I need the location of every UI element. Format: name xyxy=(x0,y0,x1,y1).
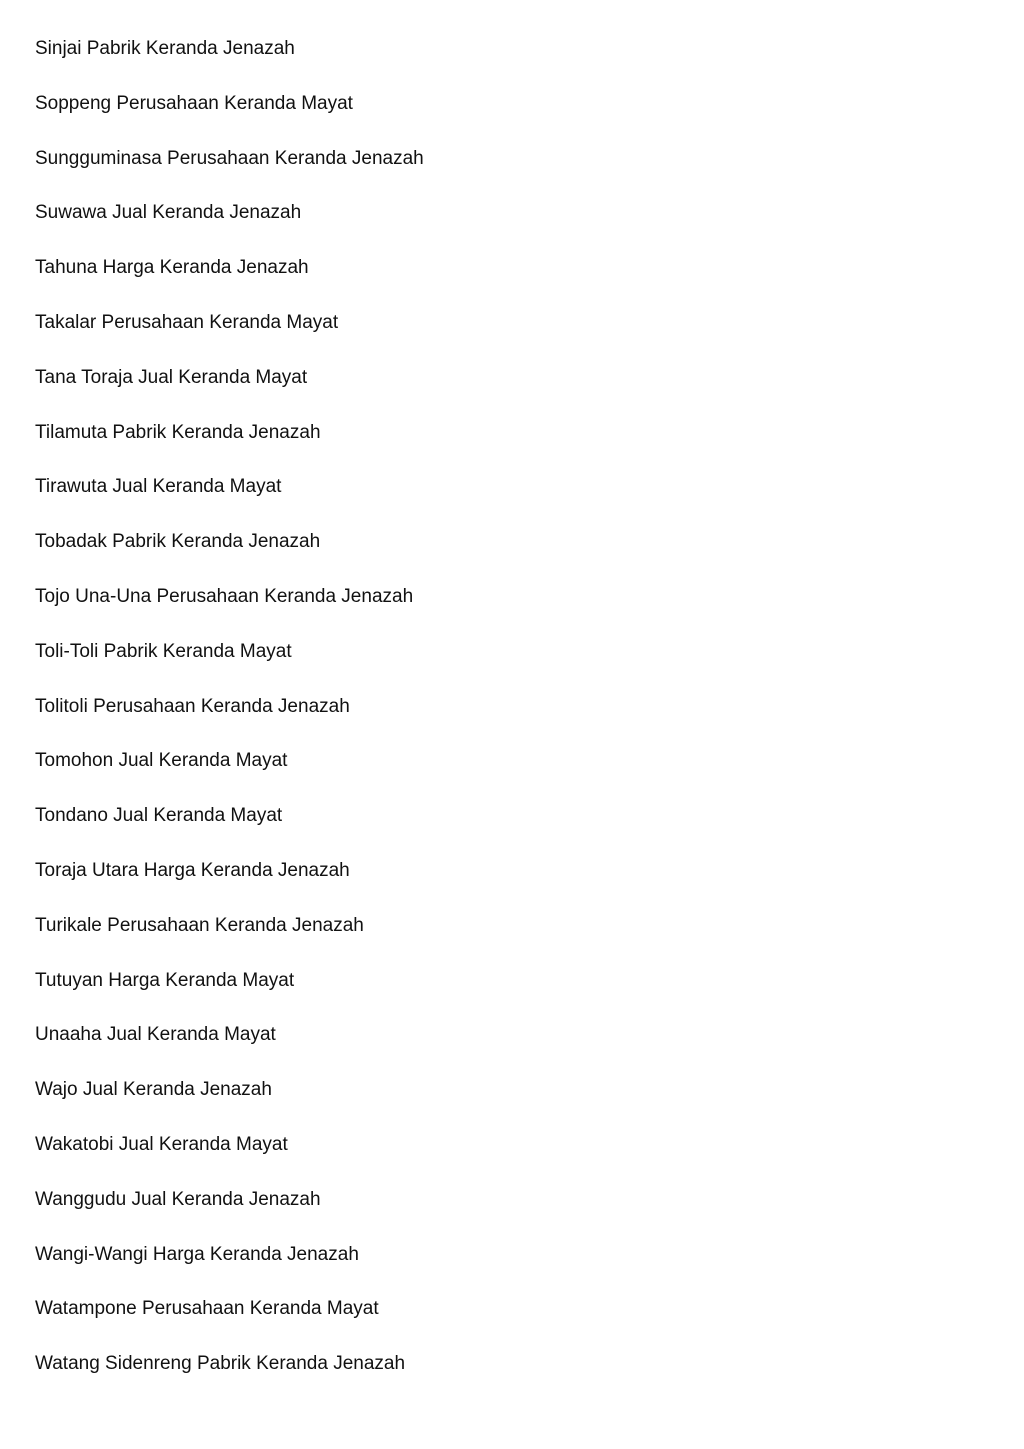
list-item: Toraja Utara Harga Keranda Jenazah xyxy=(35,859,350,881)
keyword-list xyxy=(35,36,424,1406)
list-item: Wanggudu Jual Keranda Jenazah xyxy=(35,1188,321,1210)
list-item: Tahuna Harga Keranda Jenazah xyxy=(35,257,309,279)
list-item: Watang Sidenreng Pabrik Keranda Jenazah xyxy=(35,1353,406,1375)
list-item: Turikale Perusahaan Keranda Jenazah xyxy=(35,914,364,936)
list-item: Tutuyan Harga Keranda Mayat xyxy=(35,969,295,991)
list-item: Wakatobi Jual Keranda Mayat xyxy=(35,1133,288,1155)
list-item: Toli-Toli Pabrik Keranda Mayat xyxy=(35,640,292,662)
list-item: Unaaha Jual Keranda Mayat xyxy=(35,1024,276,1046)
list-item: Tojo Una-Una Perusahaan Keranda Jenazah xyxy=(35,585,414,607)
list-item: Tirawuta Jual Keranda Mayat xyxy=(35,476,282,498)
list-item: Sungguminasa Perusahaan Keranda Jenazah xyxy=(35,147,424,169)
list-item: Soppeng Perusahaan Keranda Mayat xyxy=(35,92,353,114)
list-item: Takalar Perusahaan Keranda Mayat xyxy=(35,311,339,333)
list-item: Sinjai Pabrik Keranda Jenazah xyxy=(35,38,295,59)
list-item: Tondano Jual Keranda Mayat xyxy=(35,805,283,827)
list-item: Tilamuta Pabrik Keranda Jenazah xyxy=(35,421,321,443)
list-item: Tomohon Jual Keranda Mayat xyxy=(35,750,288,772)
list-item: Tobadak Pabrik Keranda Jenazah xyxy=(35,531,321,553)
list-item: Tolitoli Perusahaan Keranda Jenazah xyxy=(35,695,350,717)
list-item: Watampone Perusahaan Keranda Mayat xyxy=(35,1298,379,1320)
list-item: Tana Toraja Jual Keranda Mayat xyxy=(35,366,308,388)
list-item: Suwawa Jual Keranda Jenazah xyxy=(35,202,302,224)
list-item: Wangi-Wangi Harga Keranda Jenazah xyxy=(35,1243,359,1265)
list-item: Wajo Jual Keranda Jenazah xyxy=(35,1079,272,1101)
